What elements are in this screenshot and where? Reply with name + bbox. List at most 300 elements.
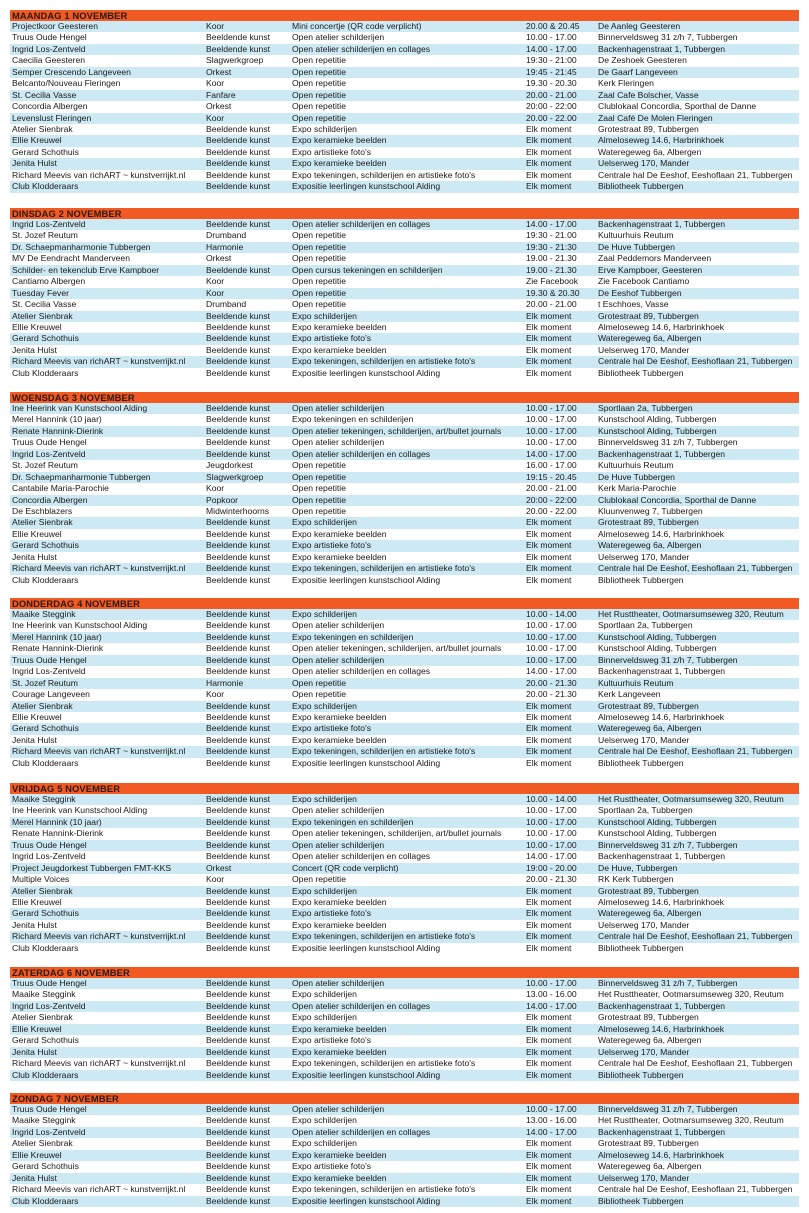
activity-cell: Expo artistieke foto's <box>292 908 372 919</box>
table-row <box>10 333 799 344</box>
time-cell: Elk moment <box>526 1069 572 1080</box>
location-cell: t Eschhoes, Vasse <box>598 299 669 310</box>
time-cell: 20.00 - 21.30 <box>526 874 577 885</box>
activity-cell: Open atelier schilderijen en collages <box>292 448 431 459</box>
table-row <box>10 920 799 931</box>
table-row <box>10 426 799 437</box>
table-row <box>10 449 799 460</box>
table-row <box>10 124 799 135</box>
organizer-cell: Caecilia Geesteren <box>12 55 86 66</box>
category-cell: Beeldende kunst <box>206 146 271 157</box>
time-cell: 20.00 - 21.00 <box>526 483 577 494</box>
category-cell: Beeldende kunst <box>206 620 271 631</box>
table-row <box>10 563 799 574</box>
category-cell: Beeldende kunst <box>206 1195 271 1206</box>
category-cell: Beeldende kunst <box>206 609 271 619</box>
table-row <box>10 265 799 276</box>
activity-cell: Expo keramieke beelden <box>292 1023 387 1034</box>
organizer-cell: Gerard Schothuis <box>12 333 79 344</box>
time-cell: Elk moment <box>526 517 572 528</box>
category-cell: Beeldende kunst <box>206 839 271 850</box>
category-cell: Jeugdorkest <box>206 460 253 471</box>
time-cell: Elk moment <box>526 333 572 344</box>
location-cell: Uelserweg 170, Mander <box>598 1046 690 1057</box>
activity-cell: Expo tekeningen en schilderijen <box>292 631 414 642</box>
organizer-cell: Jenita Hulst <box>12 919 57 930</box>
category-cell: Beeldende kunst <box>206 942 271 953</box>
location-cell: Backenhagenstraat 1, Tubbergen <box>598 1000 726 1011</box>
location-cell: Kultuurhuis Reutum <box>598 230 674 241</box>
time-cell: 14.00 - 17.00 <box>526 851 577 862</box>
location-cell: Uelserweg 170, Mander <box>598 734 690 745</box>
category-cell: Slagwerkgroep <box>206 471 264 482</box>
time-cell: 19.30 & 20.30 <box>526 287 580 298</box>
organizer-cell: Club Klodderaars <box>12 181 79 192</box>
category-cell: Beeldende kunst <box>206 723 271 734</box>
activity-cell: Open repetitie <box>292 483 346 494</box>
category-cell: Beeldende kunst <box>206 666 271 677</box>
location-cell: Kerk Langeveen <box>598 689 661 700</box>
location-cell: Almeloseweg 14.6, Harbrinkhoek <box>598 1149 725 1160</box>
time-cell: Elk moment <box>526 1184 572 1195</box>
category-cell: Slagwerkgroep <box>206 55 264 66</box>
organizer-cell: Ine Heerink van Kunstschool Alding <box>12 620 148 631</box>
location-cell: Binnerveldsweg 31 z/h 7, Tubbergen <box>598 32 738 43</box>
organizer-cell: Dr. Schaepmanharmonie Tubbergen <box>12 471 151 482</box>
location-cell: Zaal Cafe Bolscher, Vasse <box>598 89 699 100</box>
location-cell: Centrale hal De Eeshof, Eeshoflaan 21, Tubbergen <box>598 169 793 180</box>
activity-cell: Expo keramieke beelden <box>292 551 387 562</box>
organizer-cell: Richard Meevis van richART ~ kunstverrijkt.nl <box>12 1184 186 1195</box>
activity-cell: Expo keramieke beelden <box>292 734 387 745</box>
organizer-cell: De Eschblazers <box>12 505 73 516</box>
activity-cell: Open atelier schilderijen en collages <box>292 1000 431 1011</box>
organizer-cell: Gerard Schothuis <box>12 1161 79 1172</box>
time-cell: 19:30 - 21:30 <box>526 241 577 252</box>
activity-cell: Expo schilderijen <box>292 989 357 1000</box>
organizer-cell: Ingrid Los-Zentveld <box>12 43 86 54</box>
table-row <box>10 529 799 540</box>
organizer-cell: Ingrid Los-Zentveld <box>12 448 86 459</box>
time-cell: 20:00 - 22:00 <box>526 101 577 112</box>
category-cell: Koor <box>206 276 225 287</box>
time-cell: 19:15 - 20.45 <box>526 471 577 482</box>
activity-cell: Expo schilderijen <box>292 1012 357 1023</box>
time-cell: Elk moment <box>526 746 572 757</box>
activity-cell: Expositie leerlingen kunstschool Alding <box>292 181 441 192</box>
activity-cell: Expo tekeningen, schilderijen en artistieke foto's <box>292 1184 476 1195</box>
organizer-cell: Dr. Schaepmanharmonie Tubbergen <box>12 241 151 252</box>
organizer-cell: Gerard Schothuis <box>12 146 79 157</box>
organizer-cell: Jenita Hulst <box>12 158 57 169</box>
category-cell: Koor <box>206 112 225 123</box>
activity-cell: Expo keramieke beelden <box>292 158 387 169</box>
organizer-cell: St. Cecilia Vasse <box>12 299 77 310</box>
activity-cell: Expo schilderijen <box>292 609 357 619</box>
table-row <box>10 851 799 862</box>
activity-cell: Expositie leerlingen kunstschool Alding <box>292 574 441 585</box>
table-row <box>10 356 799 367</box>
location-cell: Het Rusttheater, Ootmarsumseweg 320, Reutum <box>598 1115 784 1126</box>
day-header: VRIJDAG 5 NOVEMBER <box>10 783 799 794</box>
time-cell: 10.00 - 14.00 <box>526 794 577 804</box>
day-header: ZONDAG 7 NOVEMBER <box>10 1093 799 1104</box>
table-row <box>10 147 799 158</box>
activity-cell: Expo tekeningen, schilderijen en artistieke foto's <box>292 1058 476 1069</box>
day-section <box>10 967 799 1081</box>
organizer-cell: Belcanto/Nouveau Fleringen <box>12 78 121 89</box>
time-cell: Elk moment <box>526 563 572 574</box>
organizer-cell: Semper Crescendo Langeveen <box>12 66 131 77</box>
table-row <box>10 437 799 448</box>
location-cell: Backenhagenstraat 1, Tubbergen <box>598 448 726 459</box>
organizer-cell: Richard Meevis van richART ~ kunstverrijkt.nl <box>12 563 186 574</box>
location-cell: Zaal Café De Molen Fleringen <box>598 112 713 123</box>
organizer-cell: Merel Hannink (10 jaar) <box>12 414 102 425</box>
time-cell: 10.00 - 17.00 <box>526 631 577 642</box>
activity-cell: Open atelier tekeningen, schilderijen, art/bullet journals <box>292 828 502 839</box>
category-cell: Beeldende kunst <box>206 654 271 665</box>
table-row <box>10 1001 799 1012</box>
location-cell: De Huve Tubbergen <box>598 471 675 482</box>
location-cell: Centrale hal De Eeshof, Eeshoflaan 21, Tubbergen <box>598 746 793 757</box>
day-header: ZATERDAG 6 NOVEMBER <box>10 967 799 978</box>
category-cell: Beeldende kunst <box>206 828 271 839</box>
table-row <box>10 643 799 654</box>
location-cell: Het Rusttheater, Ootmarsumseweg 320, Reutum <box>598 609 784 619</box>
organizer-cell: Ellie Kreuwel <box>12 528 62 539</box>
category-cell: Beeldende kunst <box>206 1126 271 1137</box>
activity-cell: Expo tekeningen en schilderijen <box>292 816 414 827</box>
time-cell: Elk moment <box>526 723 572 734</box>
table-row <box>10 1150 799 1161</box>
location-cell: Wateregeweg 6a, Albergen <box>598 333 702 344</box>
activity-cell: Open repetitie <box>292 66 346 77</box>
activity-cell: Expo keramieke beelden <box>292 919 387 930</box>
activity-cell: Open atelier schilderijen en collages <box>292 851 431 862</box>
organizer-cell: Richard Meevis van richART ~ kunstverrijkt.nl <box>12 356 186 367</box>
category-cell: Beeldende kunst <box>206 43 271 54</box>
day-header: MAANDAG 1 NOVEMBER <box>10 10 799 21</box>
category-cell: Koor <box>206 689 225 700</box>
location-cell: Almeloseweg 14.6, Harbrinkhoek <box>598 321 725 332</box>
day-section <box>10 10 799 193</box>
location-cell: Wateregeweg 6a, Albergen <box>598 1035 702 1046</box>
time-cell: 20.00 - 21.30 <box>526 677 577 688</box>
organizer-cell: Multiple Voices <box>12 874 70 885</box>
table-row <box>10 805 799 816</box>
time-cell: 10.00 - 17.00 <box>526 414 577 425</box>
location-cell: Bibliotheek Tubbergen <box>598 942 684 953</box>
category-cell: Beeldende kunst <box>206 181 271 192</box>
organizer-cell: St. Jozef Reutum <box>12 230 78 241</box>
organizer-cell: Renate Hannink-Dierink <box>12 643 104 654</box>
location-cell: Grotestraat 89, Tubbergen <box>598 700 699 711</box>
category-cell: Beeldende kunst <box>206 528 271 539</box>
activity-cell: Open atelier schilderijen en collages <box>292 1126 431 1137</box>
table-row <box>10 1058 799 1069</box>
category-cell: Beeldende kunst <box>206 631 271 642</box>
activity-cell: Expositie leerlingen kunstschool Alding <box>292 757 441 768</box>
location-cell: Kerk Maria-Parochie <box>598 483 677 494</box>
organizer-cell: Gerard Schothuis <box>12 1035 79 1046</box>
category-cell: Beeldende kunst <box>206 1161 271 1172</box>
time-cell: Elk moment <box>526 885 572 896</box>
table-row <box>10 758 799 769</box>
table-row <box>10 242 799 253</box>
activity-cell: Expositie leerlingen kunstschool Alding <box>292 367 441 378</box>
category-cell: Harmonie <box>206 677 244 688</box>
category-cell: Beeldende kunst <box>206 919 271 930</box>
table-row <box>10 1024 799 1035</box>
activity-cell: Expo keramieke beelden <box>292 711 387 722</box>
location-cell: Wateregeweg 6a, Albergen <box>598 146 702 157</box>
location-cell: Zaal Peddemors Manderveen <box>598 253 712 264</box>
time-cell: 19:45 - 21:45 <box>526 66 577 77</box>
activity-cell: Expo tekeningen, schilderijen en artistieke foto's <box>292 169 476 180</box>
category-cell: Drumband <box>206 299 247 310</box>
category-cell: Beeldende kunst <box>206 1138 271 1149</box>
category-cell: Beeldende kunst <box>206 1000 271 1011</box>
organizer-cell: Projectkoor Geesteren <box>12 21 98 31</box>
location-cell: Wateregeweg 6a, Albergen <box>598 723 702 734</box>
time-cell: 14.00 - 17.00 <box>526 43 577 54</box>
time-cell: 10.00 - 17.00 <box>526 839 577 850</box>
category-cell: Beeldende kunst <box>206 931 271 942</box>
category-cell: Beeldende kunst <box>206 1046 271 1057</box>
location-cell: Kunstschool Alding, Tubbergen <box>598 425 717 436</box>
activity-cell: Expo schilderijen <box>292 794 357 804</box>
table-row <box>10 170 799 181</box>
category-cell: Koor <box>206 874 225 885</box>
time-cell: Elk moment <box>526 1149 572 1160</box>
organizer-cell: Ine Heerink van Kunstschool Alding <box>12 403 148 413</box>
organizer-cell: Jenita Hulst <box>12 1172 57 1183</box>
time-cell: Elk moment <box>526 146 572 157</box>
activity-cell: Open atelier schilderijen <box>292 805 385 816</box>
time-cell: 10.00 - 17.00 <box>526 1104 577 1114</box>
location-cell: Clublokaal Concordia, Sporthal de Danne <box>598 494 757 505</box>
category-cell: Beeldende kunst <box>206 794 271 804</box>
location-cell: Kunstschool Alding, Tubbergen <box>598 828 717 839</box>
location-cell: Sportlaan 2a, Tubbergen <box>598 620 693 631</box>
organizer-cell: Maaike Steggink <box>12 1115 76 1126</box>
time-cell: Elk moment <box>526 321 572 332</box>
organizer-cell: Jenita Hulst <box>12 344 57 355</box>
category-cell: Koor <box>206 21 225 31</box>
table-row <box>10 989 799 1000</box>
table-row <box>10 552 799 563</box>
location-cell: Wateregeweg 6a, Albergen <box>598 1161 702 1172</box>
table-row <box>10 817 799 828</box>
time-cell: 20.00 - 21.00 <box>526 89 577 100</box>
activity-cell: Open repetitie <box>292 471 346 482</box>
category-cell: Koor <box>206 483 225 494</box>
time-cell: 10.00 - 17.00 <box>526 437 577 448</box>
location-cell: Zie Facebook Cantiamo <box>598 276 690 287</box>
time-cell: 10.00 - 17.00 <box>526 32 577 43</box>
table-row <box>10 67 799 78</box>
activity-cell: Expo tekeningen, schilderijen en artistieke foto's <box>292 563 476 574</box>
location-cell: Centrale hal De Eeshof, Eeshoflaan 21, Tubbergen <box>598 931 793 942</box>
time-cell: 19.30 - 20.30 <box>526 78 577 89</box>
category-cell: Beeldende kunst <box>206 816 271 827</box>
location-cell: Kerk Fleringen <box>598 78 654 89</box>
location-cell: Uelserweg 170, Mander <box>598 919 690 930</box>
location-cell: Wateregeweg 6a, Albergen <box>598 908 702 919</box>
activity-cell: Expo keramieke beelden <box>292 344 387 355</box>
location-cell: Grotestraat 89, Tubbergen <box>598 310 699 321</box>
table-row <box>10 632 799 643</box>
organizer-cell: Truus Oude Hengel <box>12 654 87 665</box>
category-cell: Beeldende kunst <box>206 1035 271 1046</box>
location-cell: Binnerveldsweg 31 z/h 7, Tubbergen <box>598 839 738 850</box>
table-row <box>10 101 799 112</box>
location-cell: Backenhagenstraat 1, Tubbergen <box>598 666 726 677</box>
location-cell: Bibliotheek Tubbergen <box>598 574 684 585</box>
table-row <box>10 322 799 333</box>
time-cell: 14.00 - 17.00 <box>526 1000 577 1011</box>
location-cell: Bibliotheek Tubbergen <box>598 1195 684 1206</box>
category-cell: Beeldende kunst <box>206 264 271 275</box>
organizer-cell: Club Klodderaars <box>12 1069 79 1080</box>
activity-cell: Expo keramieke beelden <box>292 1149 387 1160</box>
location-cell: Centrale hal De Eeshof, Eeshoflaan 21, Tubbergen <box>598 356 793 367</box>
category-cell: Drumband <box>206 230 247 241</box>
category-cell: Beeldende kunst <box>206 310 271 321</box>
organizer-cell: Ellie Kreuwel <box>12 321 62 332</box>
table-row <box>10 288 799 299</box>
organizer-cell: Maaike Steggink <box>12 989 76 1000</box>
activity-cell: Expo tekeningen, schilderijen en artistieke foto's <box>292 356 476 367</box>
category-cell: Beeldende kunst <box>206 1104 271 1114</box>
time-cell: 10.00 - 17.00 <box>526 620 577 631</box>
table-row <box>10 943 799 954</box>
time-cell: 16.00 - 17.00 <box>526 460 577 471</box>
time-cell: Elk moment <box>526 1046 572 1057</box>
organizer-cell: Concordia Albergen <box>12 494 88 505</box>
location-cell: Grotestraat 89, Tubbergen <box>598 1012 699 1023</box>
time-cell: 13.00 - 16.00 <box>526 989 577 1000</box>
time-cell: Elk moment <box>526 942 572 953</box>
organizer-cell: Ellie Kreuwel <box>12 711 62 722</box>
activity-cell: Open repetitie <box>292 287 346 298</box>
category-cell: Beeldende kunst <box>206 1069 271 1080</box>
organizer-cell: Schilder- en tekenclub Erve Kampboer <box>12 264 160 275</box>
organizer-cell: Ellie Kreuwel <box>12 135 62 146</box>
organizer-cell: Atelier Sienbrak <box>12 700 73 711</box>
location-cell: Erve Kampboer, Geesteren <box>598 264 703 275</box>
time-cell: Elk moment <box>526 908 572 919</box>
table-row <box>10 55 799 66</box>
table-row <box>10 723 799 734</box>
organizer-cell: Merel Hannink (10 jaar) <box>12 816 102 827</box>
category-cell: Beeldende kunst <box>206 135 271 146</box>
activity-cell: Expo keramieke beelden <box>292 1172 387 1183</box>
activity-cell: Expo tekeningen, schilderijen en artistieke foto's <box>292 931 476 942</box>
organizer-cell: Richard Meevis van richART ~ kunstverrijkt.nl <box>12 746 186 757</box>
time-cell: Elk moment <box>526 123 572 134</box>
category-cell: Beeldende kunst <box>206 574 271 585</box>
time-cell: 19.00 - 21.30 <box>526 264 577 275</box>
time-cell: Elk moment <box>526 367 572 378</box>
time-cell: 14.00 - 17.00 <box>526 666 577 677</box>
location-cell: Almeloseweg 14.6, Harbrinkhoek <box>598 711 725 722</box>
time-cell: Elk moment <box>526 181 572 192</box>
location-cell: Almeloseweg 14.6, Harbrinkhoek <box>598 1023 725 1034</box>
location-cell: Backenhagenstraat 1, Tubbergen <box>598 1126 726 1137</box>
table-row <box>10 828 799 839</box>
location-cell: Bibliotheek Tubbergen <box>598 367 684 378</box>
table-row <box>10 253 799 264</box>
organizer-cell: Truus Oude Hengel <box>12 437 87 448</box>
organizer-cell: Ine Heerink van Kunstschool Alding <box>12 805 148 816</box>
location-cell: Het Rusttheater, Ootmarsumseweg 320, Reutum <box>598 794 784 804</box>
table-row <box>10 908 799 919</box>
organizer-cell: Tuesday Fever <box>12 287 69 298</box>
table-row <box>10 517 799 528</box>
organizer-cell: Atelier Sienbrak <box>12 123 73 134</box>
table-row <box>10 1104 799 1115</box>
time-cell: 20.00 - 21.00 <box>526 299 577 310</box>
day-header: DONDERDAG 4 NOVEMBER <box>10 598 799 609</box>
table-row <box>10 794 799 805</box>
day-section <box>10 392 799 586</box>
category-cell: Beeldende kunst <box>206 219 271 229</box>
time-cell: Elk moment <box>526 757 572 768</box>
time-cell: Elk moment <box>526 169 572 180</box>
table-row <box>10 840 799 851</box>
table-row <box>10 1161 799 1172</box>
table-row <box>10 299 799 310</box>
category-cell: Beeldende kunst <box>206 908 271 919</box>
time-cell: 20.00 - 21.30 <box>526 689 577 700</box>
time-cell: Zie Facebook <box>526 276 579 287</box>
category-cell: Beeldende kunst <box>206 885 271 896</box>
activity-cell: Open repetitie <box>292 677 346 688</box>
table-row <box>10 931 799 942</box>
table-row <box>10 874 799 885</box>
location-cell: Binnerveldsweg 31 z/h 7, Tubbergen <box>598 978 738 988</box>
category-cell: Orkest <box>206 253 232 264</box>
time-cell: 20.00 & 20.45 <box>526 21 580 31</box>
category-cell: Orkest <box>206 862 232 873</box>
location-cell: Binnerveldsweg 31 z/h 7, Tubbergen <box>598 437 738 448</box>
category-cell: Koor <box>206 287 225 298</box>
time-cell: 19:30 - 21:00 <box>526 55 577 66</box>
category-cell: Beeldende kunst <box>206 32 271 43</box>
table-row <box>10 1035 799 1046</box>
table-row <box>10 506 799 517</box>
location-cell: De Huve, Tubbergen <box>598 862 678 873</box>
table-row <box>10 1070 799 1081</box>
activity-cell: Expo keramieke beelden <box>292 1046 387 1057</box>
table-row <box>10 90 799 101</box>
time-cell: 19:00 - 20.00 <box>526 862 577 873</box>
location-cell: Bibliotheek Tubbergen <box>598 757 684 768</box>
location-cell: Centrale hal De Eeshof, Eeshoflaan 21, Tubbergen <box>598 563 793 574</box>
day-section <box>10 783 799 954</box>
day-header: DINSDAG 2 NOVEMBER <box>10 208 799 219</box>
activity-cell: Open repetitie <box>292 494 346 505</box>
table-row <box>10 403 799 414</box>
table-row <box>10 609 799 620</box>
location-cell: Grotestraat 89, Tubbergen <box>598 885 699 896</box>
time-cell: 19:30 - 21.00 <box>526 230 577 241</box>
time-cell: 14.00 - 17.00 <box>526 1126 577 1137</box>
location-cell: Uelserweg 170, Mander <box>598 158 690 169</box>
category-cell: Beeldende kunst <box>206 643 271 654</box>
